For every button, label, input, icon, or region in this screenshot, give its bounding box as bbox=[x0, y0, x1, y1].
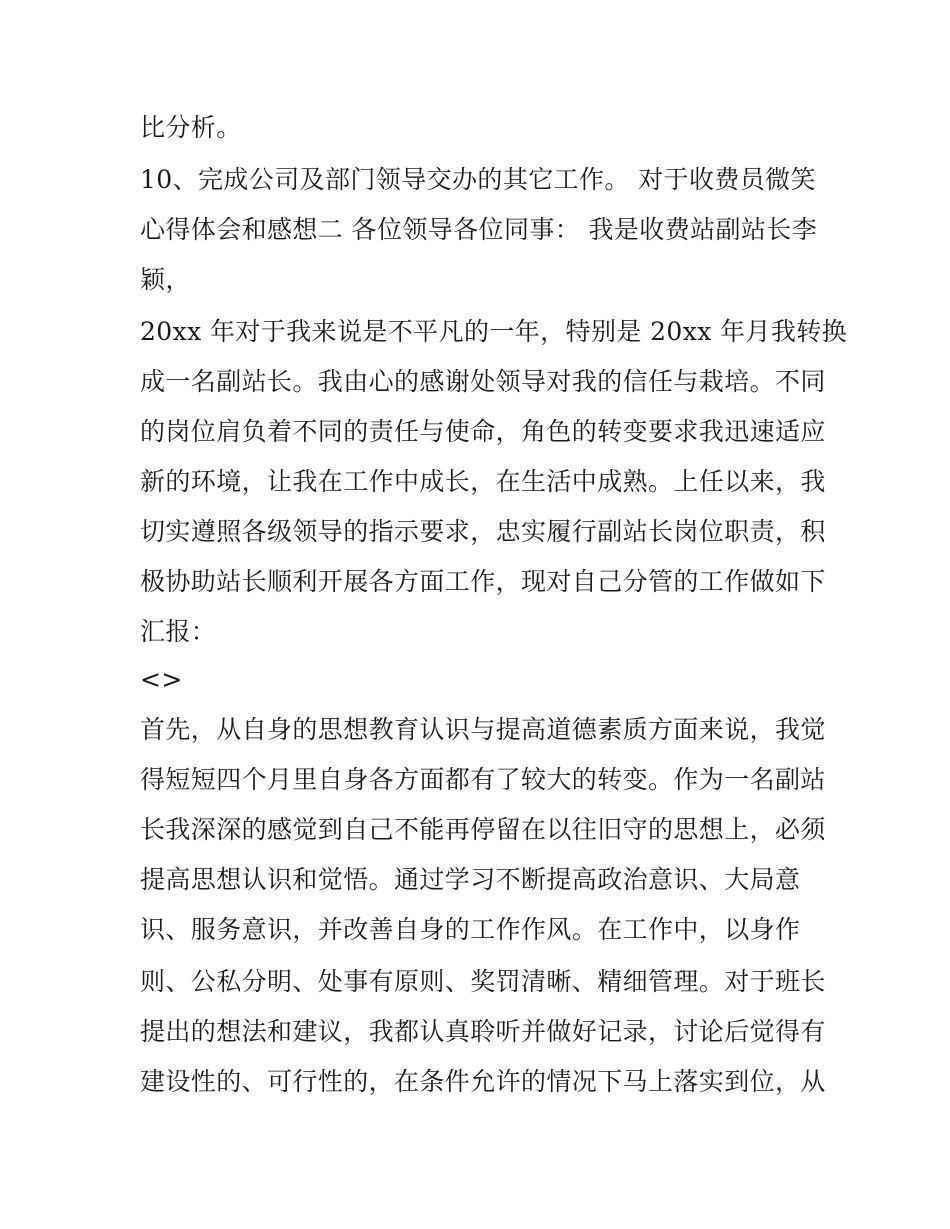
text-line: 得短短四个月里自身各方面都有了较大的转变。作为一名副站 bbox=[140, 765, 826, 794]
text-line: 汇报： bbox=[140, 617, 217, 646]
text-line: 比分析。 bbox=[140, 113, 242, 142]
text-line: 提出的想法和建议，我都认真聆听并做好记录，讨论后觉得有 bbox=[140, 1017, 826, 1046]
text-line: 新的环境，让我在工作中成长，在生活中成熟。上任以来，我 bbox=[140, 467, 826, 496]
text-line: 极协助站长顺利开展各方面工作，现对自己分管的工作做如下 bbox=[140, 567, 826, 596]
text-line: 心得体会和感想二 各位领导各位同事： 我是收费站副站长李 bbox=[140, 215, 818, 244]
text-line: 建设性的、可行性的，在条件允许的情况下马上落实到位，从 bbox=[140, 1067, 826, 1096]
text-line: 10、完成公司及部门领导交办的其它工作。 对于收费员微笑 bbox=[140, 165, 816, 194]
text-line: 切实遵照各级领导的指示要求，忠实履行副站长岗位职责，积 bbox=[140, 517, 826, 546]
text-line: 长我深深的感觉到自己不能再停留在以往旧守的思想上，必须 bbox=[140, 815, 826, 844]
text-line: <> bbox=[140, 665, 183, 694]
text-line: 识、服务意识，并改善自身的工作作风。在工作中，以身作 bbox=[140, 915, 801, 944]
text-line: 成一名副站长。我由心的感谢处领导对我的信任与栽培。不同 bbox=[140, 367, 826, 396]
text-line: 的岗位肩负着不同的责任与使命，角色的转变要求我迅速适应 bbox=[140, 417, 826, 446]
text-line: 首先，从自身的思想教育认识与提高道德素质方面来说，我觉 bbox=[140, 715, 826, 744]
text-line: 则、公私分明、处事有原则、奖罚清晰、精细管理。对于班长 bbox=[140, 967, 826, 996]
text-line: 20xx 年对于我来说是不平凡的一年，特别是 20xx 年月我转换 bbox=[140, 317, 848, 346]
text-line: 提高思想认识和觉悟。通过学习不断提高政治意识、大局意 bbox=[140, 865, 801, 894]
text-line: 颖， bbox=[140, 265, 191, 294]
